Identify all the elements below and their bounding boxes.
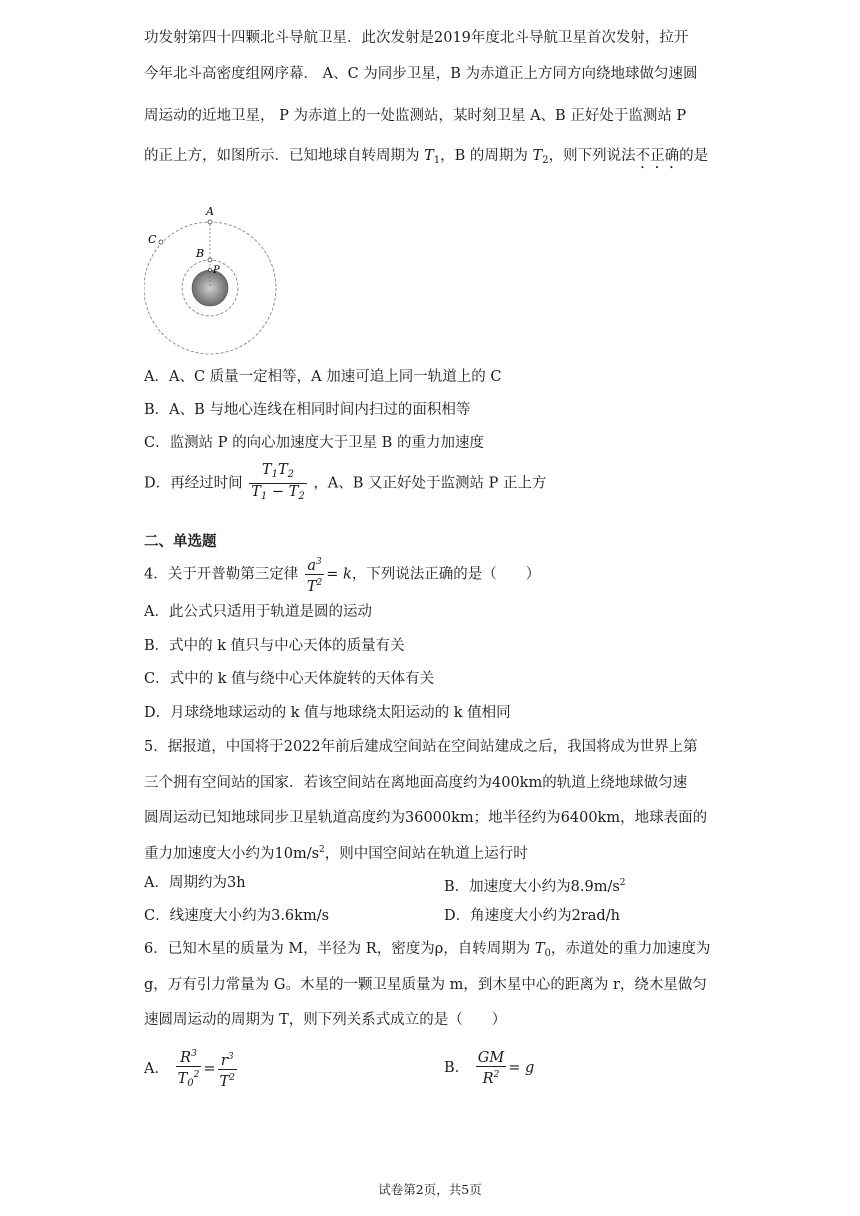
q3-line-4-c: ，则下列说法 xyxy=(548,148,636,164)
q5-line-4: 重力加速度大小约为$10m/s^2$，则中国空间站在轨道上运行时 xyxy=(144,845,528,862)
q6-option-b: B． $\frac{GM}{R^2}$ = g xyxy=(444,1049,535,1087)
q3-option-c: C．监测站 P 的向心加速度大于卫星 B 的重力加速度 xyxy=(144,435,484,451)
q5-line-4-a: 重力加速度大小约为10m/s xyxy=(144,846,320,862)
q6-line-1: 6．已知木星的质量为 M，半径为 R，密度为ρ，自转周期为 $T_0$，赤道处的重力加速度为 xyxy=(144,941,711,959)
orbit-diagram xyxy=(144,198,284,358)
q4-stem-post: ，下列说法正确的是（ ） xyxy=(351,566,541,583)
q3-option-d-pre: D．再经过时间 xyxy=(144,475,243,492)
q6-option-a-label: A． xyxy=(144,1061,169,1077)
q3-option-d-post: ，A、B 又正好处于监测站 P 正上方 xyxy=(313,475,547,492)
section-heading: 二、单选题 xyxy=(144,533,217,550)
q5-line-4-b: ，则中国空间站在轨道上运行时 xyxy=(324,846,528,862)
q6-b-fraction: $\frac{GM}{R^2}$ xyxy=(477,1049,505,1087)
q6-line-2: g，万有引力常量为 G。木星的一颗卫星质量为 m，到木星中心的距离为 r，绕木星做匀 xyxy=(144,977,707,993)
q3-emphasis-not-correct: 不正确 xyxy=(635,148,680,164)
q5-option-d: D．角速度大小约为2rad/h xyxy=(444,908,620,924)
q6-a-right-fraction: $\frac{r^3}{T^2}$ xyxy=(218,1049,237,1090)
q4-stem: 4．关于开普勒第三定律 $\frac{a^3}{T^2}$ = k，下列说法正确的是（ ） xyxy=(144,554,540,595)
q5-line-1: 5．据报道，中国将于2022年前后建成空间站在空间站建成之后，我国将成为世界上第 xyxy=(144,739,698,755)
q4-option-c: C．式中的 k 值与绕中心天体旋转的天体有关 xyxy=(144,671,435,687)
kepler-formula: $\frac{a^3}{T^2}$ xyxy=(305,554,324,595)
q3-option-d xyxy=(144,462,547,505)
q5-option-c: C．线速度大小约为3.6km/s xyxy=(144,908,330,924)
label-c: C xyxy=(148,233,157,246)
q6-option-a: A． $\frac{R^3}{T_0^2}$ = $\frac{r^3}{T^2}$ xyxy=(144,1046,239,1092)
q3-line-1: 功发射第四十四颗北斗导航卫星．此次发射是2019年度北斗导航卫星首次发射，拉开 xyxy=(144,30,689,46)
q6-line-1-b: ，赤道处的重力加速度为 xyxy=(550,941,711,957)
q3-option-b: B．A、B 与地心连线在相同时间内扫过的面积相等 xyxy=(144,402,471,418)
q3-line-4-b: ，B 的周期为 xyxy=(440,148,533,164)
q3-line-3: 周运动的近地卫星， P 为赤道上的一处监测站，某时刻卫星 A、B 正好处于监测站 P xyxy=(144,108,687,124)
label-a: A xyxy=(206,205,214,218)
satellite-a xyxy=(208,220,212,224)
q6-line-3: 速圆周运动的周期为 T，则下列关系式成立的是（ ） xyxy=(144,1012,507,1028)
q3-option-a: A．A、C 质量一定相等，A 加速可追上同一轨道上的 C xyxy=(144,369,502,385)
satellite-c xyxy=(159,240,163,244)
q4-option-d: D．月球绕地球运动的 k 值与地球绕太阳运动的 k 值相同 xyxy=(144,705,511,721)
q3-line-4-a: 的正上方，如图所示．已知地球自转周期为 xyxy=(144,148,425,164)
q3-line-4: 的正上方，如图所示．已知地球自转周期为 $T_1$，B 的周期为 $T_2$，则下列说法不正确的是 xyxy=(144,148,709,166)
satellite-b xyxy=(208,258,212,262)
q5-option-b-text: B．加速度大小约为8.9m/s xyxy=(444,879,620,895)
label-b: B xyxy=(196,247,205,260)
time-fraction: $\frac{T_1T_2}{T_1 - T_2}$ xyxy=(251,462,305,502)
q5-option-a: A．周期约为3h xyxy=(144,875,246,891)
q5-line-3: 圆周运动已知地球同步卫星轨道高度约为36000km；地半径约为6400km，地球表面的 xyxy=(144,810,708,826)
page-footer: 试卷第2页，共5页 xyxy=(378,1182,482,1197)
q5-line-2: 三个拥有空间站的国家．若该空间站在离地面高度约为400km的轨道上绕地球做匀速 xyxy=(144,775,688,791)
q5-option-b: B．加速度大小约为$8.9m/s^2$ xyxy=(444,878,626,895)
q4-stem-pre: 4．关于开普勒第三定律 xyxy=(144,566,299,583)
q4-option-a: A．此公式只适用于轨道是圆的运动 xyxy=(144,604,372,620)
q6-line-1-a: 6．已知木星的质量为 M，半径为 R，密度为ρ，自转周期为 xyxy=(144,941,535,957)
q6-a-left-fraction: $\frac{R^3}{T_0^2}$ xyxy=(176,1046,202,1092)
q6-option-b-label: B． xyxy=(444,1060,470,1076)
station-p xyxy=(208,268,211,271)
q4-option-b: B．式中的 k 值只与中心天体的质量有关 xyxy=(144,638,405,654)
q3-line-2: 今年北斗高密度组网序幕． A、C 为同步卫星，B 为赤道正上方同方向绕地球做匀速圆 xyxy=(144,66,698,82)
q3-line-4-e: 的是 xyxy=(679,148,709,164)
label-p: P xyxy=(213,265,220,276)
